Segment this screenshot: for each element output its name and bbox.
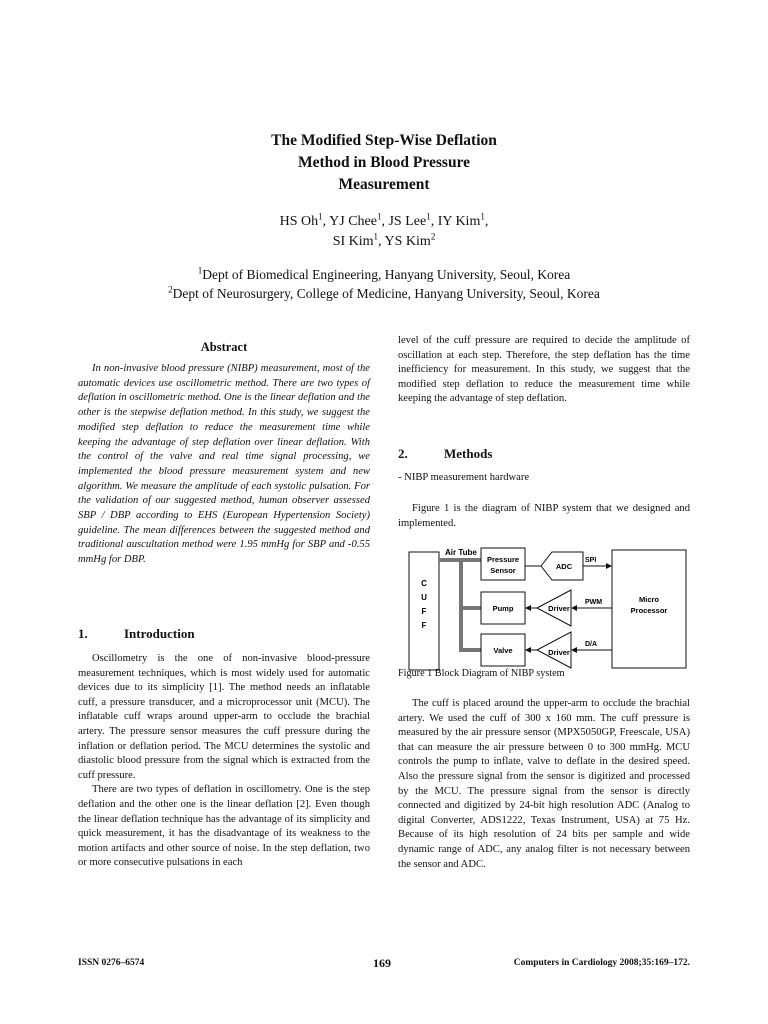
air-tube-to-pump — [459, 606, 481, 610]
section-number: 2. — [398, 446, 408, 461]
author-affil-mark: 1 — [426, 211, 431, 222]
author-affil-mark: 2 — [430, 231, 436, 242]
paper-title — [0, 130, 768, 196]
footer-issn: ISSN 0276–6574 — [78, 958, 145, 968]
intro-paragraph-1: Oscillometry is the one of non-invasive blood-pressure measurement techniques, which is most widely used for automatic devices due to its simplicity [1]. The method needs an inflatable cuff, a pressure transducer, and a microprocessor unit (MCU). The inflatable cuff wraps around upper-arm to occlude the brachial artery. The pressure sensor measures the cuff pressure during the inflation or deflation period. The MCU determines the systolic and diastolic blood pressure from the signal which is extracted from the cuff pressure. — [78, 653, 370, 781]
spi-label: SPI — [585, 557, 597, 564]
pump-label: Pump — [492, 604, 514, 613]
cuff-letter: U — [421, 593, 427, 602]
section-title: Methods — [444, 446, 493, 461]
affiliation-list — [0, 265, 768, 303]
author-name: SI Kim — [332, 234, 374, 249]
microprocessor-label: Processor — [630, 606, 668, 615]
author-name: , YJ Chee — [322, 214, 377, 229]
abstract-heading: Abstract — [200, 340, 248, 354]
affiliation-mark: 1 — [197, 265, 203, 276]
author-list — [0, 212, 768, 252]
microprocessor-label: Micro — [638, 595, 660, 604]
nibp-block-diagram — [405, 544, 690, 674]
driver-1-label: Driver — [548, 604, 570, 613]
author-name: HS Oh — [279, 214, 319, 229]
author-affil-mark: 1 — [318, 211, 323, 222]
da-label: D/A — [585, 641, 598, 648]
abstract-text: In non-invasive blood pressure (NIBP) measurement, most of the automatic devices use oscillometric method. There are two types of deflation in oscillometric method. One is the linear deflation and the other is the stepwise deflation method. In this study, we suggest the modified step deflation to reduce the measurement time while keeping the advantage of step deflation over linear deflation. With the control of the valve and real time signal processing, we implemented the blood pressure measurement system and new algorithm. We measure the amplitude of each systolic pulsation. For the validation of our suggested method, human observer assessed SBP / DBP according to EHS (European Hypertension Society) guideline. The mean differences between the suggested method and traditional auscultation method were 1.95 mmHg for SBP and -0.55 mmHg for DBP. — [78, 363, 370, 566]
air-tube-vertical — [459, 558, 463, 652]
section-introduction-heading — [78, 626, 195, 642]
intro-paragraph-2: There are two types of deflation in oscillometry. One is the step deflation and the other one is the linear deflation [2]. Even though the linear deflation technique has the advantage of its simplicity and quick measurement, it has the disadvantage of its weakness to the motion artifacts and other source of noise. In the step deflation, two or more consecutive pulsations in each — [78, 784, 370, 869]
cuff-letter: C — [421, 579, 427, 588]
methods-subheading: - NIBP measurement hardware — [398, 472, 530, 483]
cuff-letter: F — [421, 621, 427, 630]
affiliation-text: Dept of Biomedical Engineering, Hanyang University, Seoul, Korea — [202, 267, 571, 282]
affiliation-2 — [0, 284, 768, 303]
author-line-2 — [0, 232, 768, 252]
pressure-sensor-label: Pressure — [486, 555, 520, 564]
title-line-1: The Modified Step-Wise Deflation — [271, 132, 497, 149]
affiliation-mark: 2 — [168, 284, 173, 295]
intro-continuation-text: level of the cuff pressure are required to decide the amplitude of oscillation at each step. Therefore, the step deflation has the time inefficiency for measurement. In this study, we suggest that the modified step deflation to reduce the measurement time while keeping the advantage of step deflation. — [398, 335, 690, 405]
footer-page-number: 169 — [373, 956, 391, 970]
author-separator: , — [484, 214, 489, 229]
author-name: , JS Lee — [381, 214, 427, 229]
author-affil-mark: 1 — [373, 231, 379, 242]
pressure-sensor-block — [481, 548, 525, 580]
section-number: 1. — [78, 626, 88, 641]
figure-caption: Figure 1 Block Diagram of NIBP system — [398, 668, 565, 679]
cuff-letter: F — [421, 607, 427, 616]
figure-intro — [398, 502, 690, 531]
author-affil-mark: 1 — [480, 211, 485, 222]
title-line-3: Measurement — [338, 176, 430, 193]
author-affil-mark: 1 — [376, 211, 382, 222]
footer-journal: Computers in Cardiology 2008;35:169–172. — [513, 958, 690, 968]
abstract-body — [78, 362, 370, 568]
air-tube-to-valve — [459, 648, 481, 652]
title-line-2: Method in Blood Pressure — [297, 154, 471, 171]
author-name: , IY Kim — [430, 214, 481, 229]
adc-label: ADC — [555, 562, 573, 571]
pressure-sensor-label: Sensor — [490, 566, 516, 575]
author-name: , YS Kim — [378, 234, 431, 249]
figure-intro-text: Figure 1 is the diagram of NIBP system that we designed and implemented. — [398, 503, 690, 529]
affiliation-text: Dept of Neurosurgery, College of Medicine, Hanyang University, Seoul, Korea — [172, 286, 600, 301]
affiliation-1 — [0, 265, 768, 284]
introduction-body — [78, 652, 370, 871]
intro-continuation — [398, 334, 690, 407]
valve-label: Valve — [493, 646, 513, 655]
air-tube-label: Air Tube — [445, 548, 477, 557]
methods-body — [398, 697, 690, 872]
driver-2-label: Driver — [548, 648, 570, 657]
section-methods-heading — [398, 446, 492, 462]
author-line-1 — [0, 212, 768, 232]
methods-paragraph-1: The cuff is placed around the upper-arm to occlude the brachial artery. We used the cuff of 300 x 160 mm. The cuff pressure is measured by the air pressure sensor (MPX5050GP, Freescale, USA) that can measure the air pressure between 0 to 300 mmHg. MCU controls the pump to inflate, valve to deflate in the desired speed. Also the pressure signal from the sensor is digitized and processed by the MCU. The pressure signal from the sensor is directly connected and digitized by 24-bit high resolution ADC (Analog to digital Converter, ADS1222, Texas Instrument, USA) at 75 Hz. Because of its high resolution of 24 bits per sample and wide dynamic range of ADC, any analog filter is not necessary between the sensor and ADC. — [398, 698, 690, 870]
pwm-label: PWM — [585, 599, 603, 606]
section-title: Introduction — [124, 626, 195, 641]
